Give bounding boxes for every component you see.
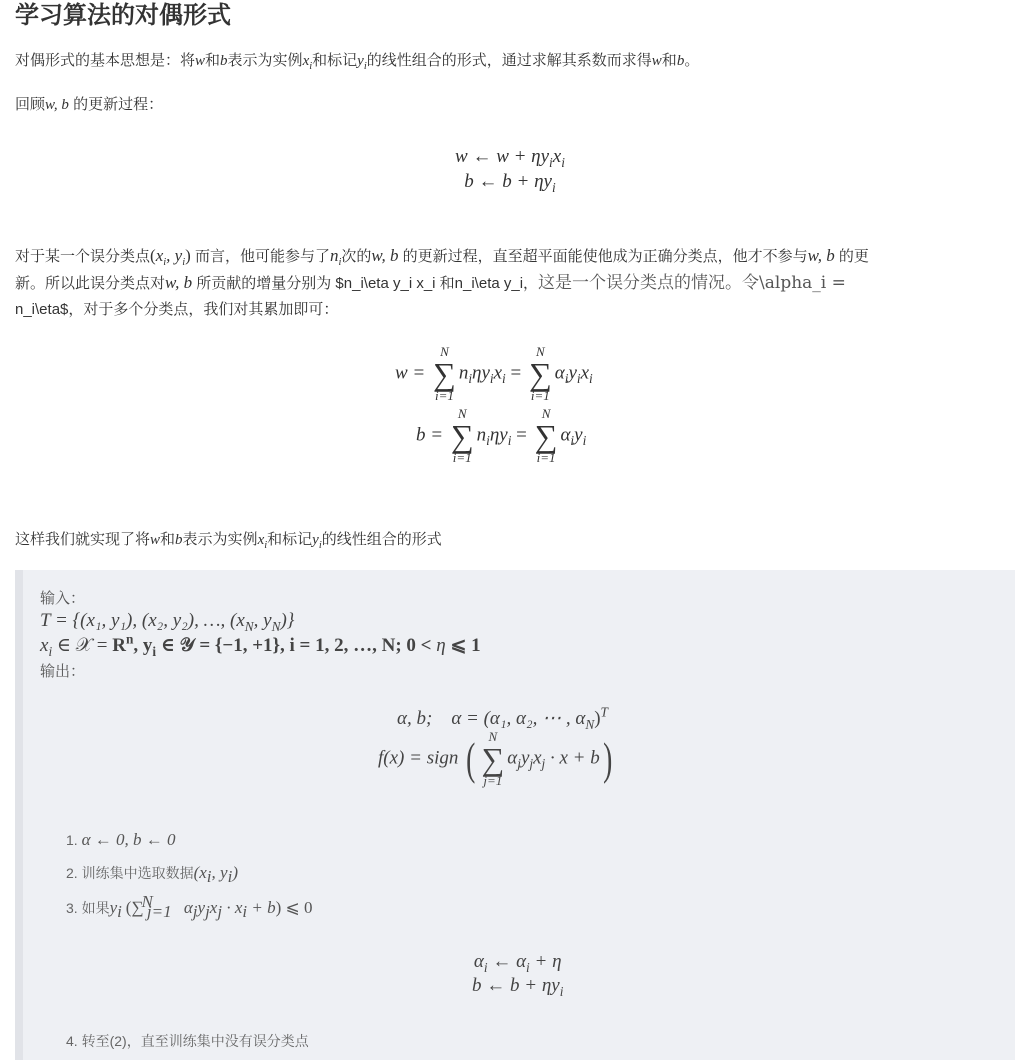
summation-equation-b: b = N ∑ i=1 $n_i\eta y_i$ = N ∑ i=1 $\alpha_iy_i$ (416, 406, 587, 465)
blockquote-border (15, 570, 23, 1060)
intro-paragraph: 对偶形式的基本思想是：将w和b表示为实例$x_i$和标记$y_i$的线性组合的形式，通过求解其系数而求得w和b。 (15, 52, 700, 72)
domain-definition: $x_i$ ∈ 𝒳 = $R^n$, $y_i$ ∈ 𝒴 = {−1, +1}, i = 1, 2, …, N; 0 < η ⩽ 1 (40, 631, 481, 659)
sigma-icon: N ∑ j=1 (481, 729, 505, 788)
update-equation: w ← $w + \eta y_ix_i$ b ← $b + \eta y_i$ (455, 146, 565, 195)
output-params-equation: α, b; α = (α₁, α₂, ⋯ , $\alpha_N)^T$ (397, 704, 608, 732)
output-label: 输出： (40, 663, 86, 680)
sigma-icon: N ∑ i=1 (450, 406, 474, 465)
input-label: 输入： (40, 590, 86, 607)
sigma-icon: N ∑ i=1 (528, 344, 552, 403)
step-1: 1. α ← 0, b ← 0 (66, 830, 176, 849)
step-2: 2. 训练集中选取数据($x_i$, $y_i$) (66, 863, 238, 886)
step-3-update-equation: $\alpha_i$ ← $\alpha_i + \eta$ b ← $b + \eta y_i$ (472, 951, 564, 999)
recall-paragraph: 回顾w, b 的更新过程： (15, 96, 164, 113)
sigma-icon: N ∑ i=1 (534, 406, 558, 465)
training-set-definition: T = {(x₁, y₁), (x₂, y₂), …, ($x_N$, $y_N$)} (40, 610, 295, 634)
page-title: 学习算法的对偶形式 (15, 2, 231, 29)
summation-equation-w: w = N ∑ i=1 $n_i\eta y_ix_i$ = N ∑ i=1 $\alpha_iy_ix_i$ (395, 344, 593, 403)
misclassified-paragraph: 对于某一个误分类点($x_i$, $y_i$) 而言，他可能参与了$n_i$次的w, b 的更新过程，直至超平面能使他成为正确分类点，他才不参与w, b 的更 新。所以此误分类点对w, b 所贡献的增量分别为 $n_i\eta y_i x_i 和n_i\eta y_i，这是一个误分类点的情况。令\alpha_i = n_i\eta$，对于多个分类点，我们对其累加即可： (15, 246, 869, 318)
conclusion-paragraph: 这样我们就实现了将w和b表示为实例$x_i$和标记$y_i$的线性组合的形式 (15, 531, 442, 551)
step-4: 4. 转至(2)，直至训练集中没有误分类点 (66, 1033, 309, 1049)
decision-function-equation: f(x) = sign ( N ∑ j=1 $\alpha_jy_jx_j \cdot x + b$) (378, 729, 613, 788)
sigma-icon: N ∑ i=1 (433, 344, 456, 403)
step-3: 3. 如果$y_i$ (∑$^N_{j=1}$ $\alpha_jy_jx_j \cdot x_i + b$) ⩽ 0 (66, 892, 313, 921)
